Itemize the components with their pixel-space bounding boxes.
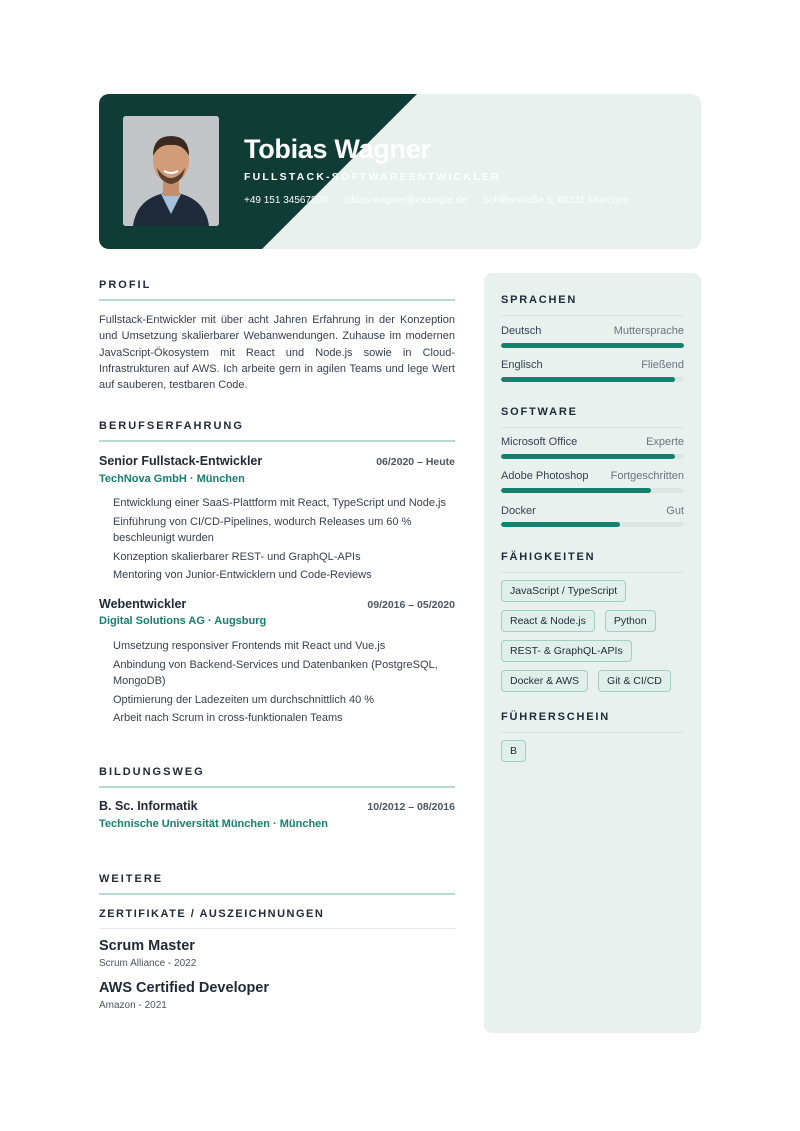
certificates-heading: ZERTIFIKATE / AUSZEICHNUNGEN <box>99 908 455 929</box>
level-bar <box>501 522 684 527</box>
profile-text: Fullstack-Entwickler mit über acht Jahren Erfahrung in der Konzeption und Umsetzung skalierbarer Webanwendungen. Zuhause im modernen JavaScript-Ökosystem mit React und Node.js sowie in Cloud-Infrastrukturen auf AWS. Ich arbeite gern in agilen Teams und lege Wert auf sauberen, testbaren Code. <box>99 314 455 392</box>
license-chips <box>501 740 691 762</box>
level-bar <box>501 488 684 493</box>
job-bullets <box>113 638 458 729</box>
level-bar <box>501 343 684 348</box>
job-date: 06/2020 – Heute <box>376 456 455 468</box>
list-item: Arbeit nach Scrum in cross-funktionalen Teams <box>113 712 343 724</box>
level-bar <box>501 454 684 459</box>
level-bar-fill <box>501 454 675 459</box>
software-level: Experte <box>646 436 684 448</box>
section-heading-experience: BERUFSERFAHRUNG <box>99 420 455 442</box>
software-level: Fortgeschritten <box>610 470 684 482</box>
list-item: Konzeption skalierbarer REST- und GraphQL-APIs <box>113 550 361 563</box>
software-name: Microsoft Office <box>501 436 578 448</box>
candidate-name: Tobias Wagner <box>244 134 431 164</box>
cert-name: Scrum Master <box>99 938 195 954</box>
cert-name: AWS Certified Developer <box>99 980 270 996</box>
cert-meta: Scrum Alliance - 2022 <box>99 958 197 969</box>
software-name: Adobe Photoshop <box>501 470 589 482</box>
language-name: Englisch <box>501 359 543 371</box>
email-text[interactable]: tobias.wagner@example.de <box>343 195 468 206</box>
skill-chip: Git & CI/CD <box>598 670 671 692</box>
skill-chip: React & Node.js <box>501 610 595 632</box>
list-item: Anbindung von Backend-Services und Datenbanken (PostgreSQL, MongoDB) <box>113 658 438 687</box>
section-heading-languages: SPRACHEN <box>501 294 684 316</box>
profile-photo <box>123 116 219 226</box>
job-title: Webentwickler <box>99 597 187 611</box>
software-row <box>501 436 684 448</box>
job-title: Senior Fullstack-Entwickler <box>99 454 263 468</box>
skill-chip: JavaScript / TypeScript <box>501 580 626 602</box>
separator: · <box>333 195 338 206</box>
software-level: Gut <box>666 505 684 517</box>
license-chip: B <box>501 740 526 762</box>
job-company: Digital Solutions AG · Augsburg <box>99 615 267 627</box>
level-bar-fill <box>501 343 684 348</box>
level-bar-fill <box>501 522 620 527</box>
job-company: TechNova GmbH · München <box>99 473 245 485</box>
section-heading-license: FÜHRERSCHEIN <box>501 711 684 733</box>
skill-chip: REST- & GraphQL-APIs <box>501 640 632 662</box>
language-level: Muttersprache <box>613 325 684 337</box>
section-heading-skills: FÄHIGKEITEN <box>501 551 684 573</box>
contact-line <box>244 195 629 206</box>
language-name: Deutsch <box>501 325 542 337</box>
cert-meta: Amazon - 2021 <box>99 1000 167 1011</box>
school-name: Technische Universität München · München <box>99 818 328 830</box>
separator: · <box>473 195 477 206</box>
list-item: Umsetzung responsiver Frontends mit React und Vue.js <box>113 640 386 652</box>
address-text: Schillerstraße 5, 80331 München <box>482 195 630 206</box>
degree-title: B. Sc. Informatik <box>99 799 198 813</box>
job-title-header: FULLSTACK-SOFTWAREENTWICKLER <box>244 171 501 183</box>
list-item: Mentoring von Junior-Entwicklern und Code-Reviews <box>113 569 372 581</box>
language-level: Fließend <box>641 359 684 371</box>
software-name: Docker <box>501 505 536 517</box>
level-bar-fill <box>501 488 651 493</box>
skills-chips <box>501 580 691 692</box>
language-row <box>501 325 684 337</box>
software-row <box>501 470 684 482</box>
job-bullets <box>113 495 458 586</box>
skill-chip: Python <box>605 610 656 632</box>
software-row <box>501 505 684 517</box>
section-heading-education: BILDUNGSWEG <box>99 766 455 788</box>
list-item: Optimierung der Ladezeiten um durchschnittlich 40 % <box>113 693 375 706</box>
section-heading-profile: PROFIL <box>99 279 455 301</box>
level-bar-fill <box>501 377 675 382</box>
section-heading-further: WEITERE <box>99 873 455 895</box>
list-item: Entwicklung einer SaaS-Plattform mit React, TypeScript und Node.js <box>113 497 447 509</box>
list-item: Einführung von CI/CD-Pipelines, wodurch Releases um 60 % beschleunigt wurden <box>113 515 412 544</box>
level-bar <box>501 377 684 382</box>
education-date: 10/2012 – 08/2016 <box>367 801 455 813</box>
language-row <box>501 359 684 371</box>
header-banner <box>99 94 701 249</box>
section-heading-software: SOFTWARE <box>501 406 684 428</box>
phone-text[interactable]: +49 151 34567890 <box>244 195 328 206</box>
job-date: 09/2016 – 05/2020 <box>367 599 455 611</box>
skill-chip: Docker & AWS <box>501 670 588 692</box>
